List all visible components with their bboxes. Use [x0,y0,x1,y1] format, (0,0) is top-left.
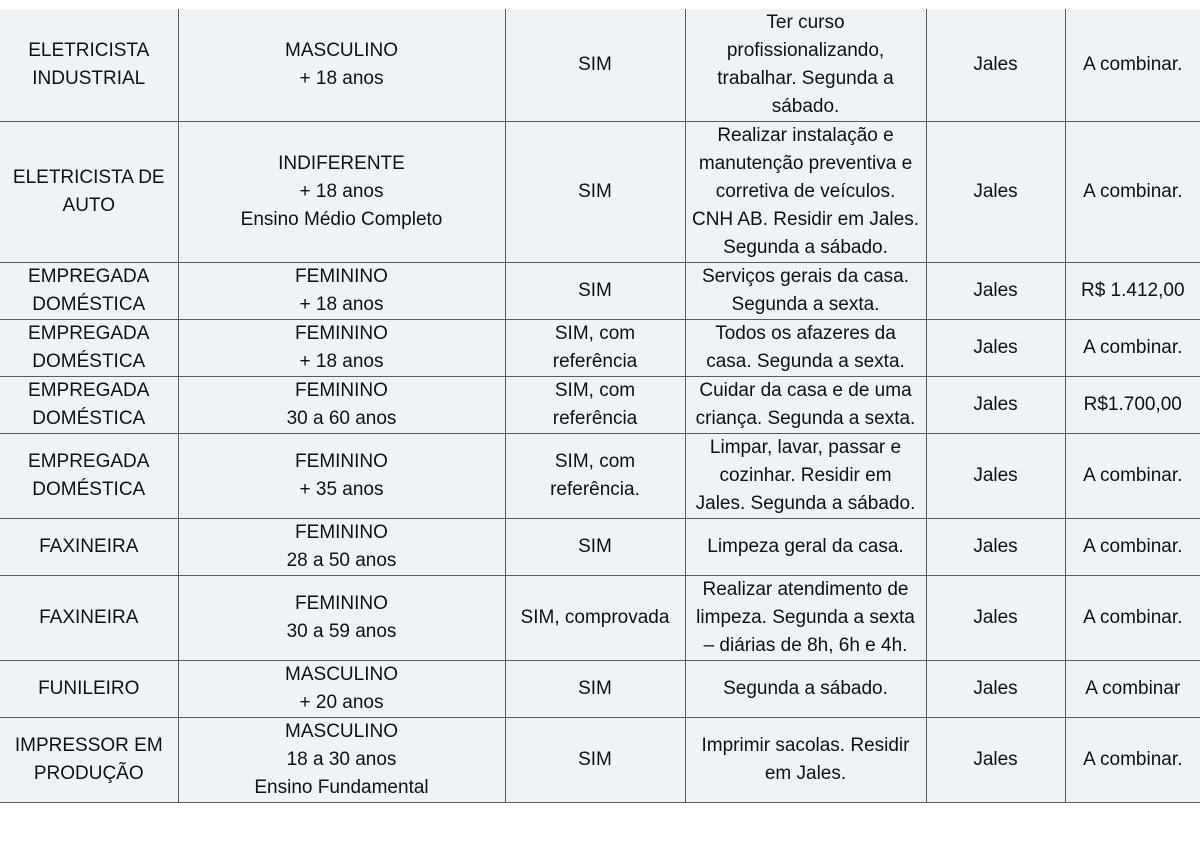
job-description-cell: Ter curso profissionalizando, trabalhar. Segunda a sábado. [685,9,926,122]
experience-cell: SIM, com referência [505,320,685,377]
city-cell: Jales [926,122,1065,263]
job-title-cell: ELETRICISTA INDUSTRIAL [0,9,178,122]
city-cell: Jales [926,434,1065,519]
city-cell: Jales [926,263,1065,320]
table-row [0,718,1200,803]
salary-cell: A combinar [1065,661,1200,718]
salary-cell: R$1.700,00 [1065,377,1200,434]
job-openings-table [0,9,1200,803]
salary-cell: A combinar. [1065,576,1200,661]
city-cell: Jales [926,9,1065,122]
table-row [0,122,1200,263]
candidate-profile-cell: FEMININO + 18 anos [178,263,505,320]
table-row [0,320,1200,377]
salary-cell: A combinar. [1065,320,1200,377]
city-cell: Jales [926,519,1065,576]
salary-cell: A combinar. [1065,434,1200,519]
job-description-cell: Segunda a sábado. [685,661,926,718]
job-title-cell: IMPRESSOR EM PRODUÇÃO [0,718,178,803]
job-description-cell: Limpar, lavar, passar e cozinhar. Residir em Jales. Segunda a sábado. [685,434,926,519]
city-cell: Jales [926,718,1065,803]
salary-cell: A combinar. [1065,122,1200,263]
job-description-cell: Todos os afazeres da casa. Segunda a sexta. [685,320,926,377]
job-description-cell: Limpeza geral da casa. [685,519,926,576]
table-row [0,434,1200,519]
experience-cell: SIM [505,519,685,576]
candidate-profile-cell: FEMININO + 35 anos [178,434,505,519]
table-row [0,377,1200,434]
city-cell: Jales [926,320,1065,377]
job-description-cell: Realizar atendimento de limpeza. Segunda a sexta – diárias de 8h, 6h e 4h. [685,576,926,661]
candidate-profile-cell: MASCULINO + 18 anos [178,9,505,122]
candidate-profile-cell: INDIFERENTE + 18 anos Ensino Médio Completo [178,122,505,263]
salary-cell: A combinar. [1065,718,1200,803]
salary-cell: A combinar. [1065,519,1200,576]
candidate-profile-cell: FEMININO 30 a 60 anos [178,377,505,434]
job-title-cell: EMPREGADA DOMÉSTICA [0,263,178,320]
job-description-cell: Realizar instalação e manutenção preventiva e corretiva de veículos. CNH AB. Residir em Jales. Segunda a sábado. [685,122,926,263]
job-title-cell: FAXINEIRA [0,519,178,576]
candidate-profile-cell: MASCULINO 18 a 30 anos Ensino Fundamental [178,718,505,803]
city-cell: Jales [926,576,1065,661]
experience-cell: SIM, comprovada [505,576,685,661]
job-title-cell: EMPREGADA DOMÉSTICA [0,320,178,377]
job-title-cell: FUNILEIRO [0,661,178,718]
salary-cell: R$ 1.412,00 [1065,263,1200,320]
table-row [0,263,1200,320]
job-title-cell: EMPREGADA DOMÉSTICA [0,377,178,434]
job-title-cell: FAXINEIRA [0,576,178,661]
candidate-profile-cell: FEMININO 28 a 50 anos [178,519,505,576]
table-row [0,9,1200,122]
experience-cell: SIM, com referência [505,377,685,434]
job-title-cell: EMPREGADA DOMÉSTICA [0,434,178,519]
experience-cell: SIM [505,718,685,803]
experience-cell: SIM, com referência. [505,434,685,519]
city-cell: Jales [926,661,1065,718]
city-cell: Jales [926,377,1065,434]
table-row [0,576,1200,661]
job-description-cell: Cuidar da casa e de uma criança. Segunda a sexta. [685,377,926,434]
experience-cell: SIM [505,9,685,122]
experience-cell: SIM [505,122,685,263]
salary-cell: A combinar. [1065,9,1200,122]
experience-cell: SIM [505,661,685,718]
job-description-cell: Imprimir sacolas. Residir em Jales. [685,718,926,803]
candidate-profile-cell: FEMININO 30 a 59 anos [178,576,505,661]
table-row [0,661,1200,718]
candidate-profile-cell: FEMININO + 18 anos [178,320,505,377]
experience-cell: SIM [505,263,685,320]
job-title-cell: ELETRICISTA DE AUTO [0,122,178,263]
job-description-cell: Serviços gerais da casa. Segunda a sexta. [685,263,926,320]
table-row [0,519,1200,576]
candidate-profile-cell: MASCULINO + 20 anos [178,661,505,718]
